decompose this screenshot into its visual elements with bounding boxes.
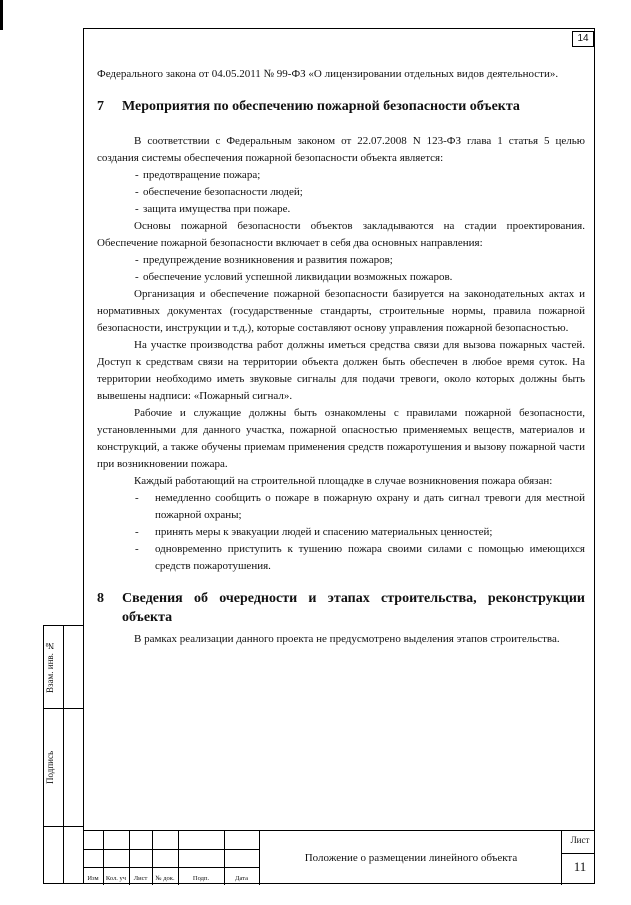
paragraph: На участке производства работ должны иметься средства связи для вызова пожарных частей. Доступ к средствам связи на территории объекта должен быть обеспечен в любое время суток. На территории необходимо иметь звуковые сигналы для подачи тревоги, около которых должны быть вывешены надписи: «Пожарный сигнал».	[97, 339, 585, 402]
stamp-col-sheet: Лист	[133, 875, 148, 882]
stamp-col-date: Дата	[235, 875, 248, 882]
title-block	[83, 830, 595, 884]
document-body	[97, 66, 585, 648]
binding-margin-table	[43, 625, 83, 884]
stamp-col-count: Кол. уч	[105, 875, 127, 882]
duties-list	[97, 490, 585, 575]
signature-label: Подпись	[45, 750, 55, 784]
list-item: - обеспечение условий успешной ликвидации возможных пожаров.	[97, 269, 585, 286]
scan-edge-mark	[0, 0, 3, 30]
goals-list	[97, 167, 585, 218]
list-item: - одновременно приступить к тушению пожара своими силами с помощью имеющихся средств пожаротушения.	[97, 541, 585, 575]
page-number: 14	[572, 31, 594, 47]
inv-number-label: Взам. инв. №	[45, 640, 55, 694]
intro-paragraph: Федерального закона от 04.05.2011 № 99-ФЗ «О лицензировании отдельных видов деятельности».	[97, 68, 559, 80]
section-7-title: Мероприятия по обеспечению пожарной безопасности объекта	[122, 99, 520, 114]
list-item: - предупреждение возникновения и развития пожаров;	[97, 252, 585, 269]
sheet-label: Лист	[570, 835, 590, 845]
sheet-number: 11	[573, 859, 587, 874]
section-8-number: 8	[97, 591, 104, 606]
list-item: - обеспечение безопасности людей;	[97, 184, 585, 201]
section-8-heading	[97, 589, 585, 627]
list-item: - немедленно сообщить о пожаре в пожарную охрану и дать сигнал тревоги для местной пожарной охраны;	[97, 490, 585, 524]
document-title: Положение о размещении линейного объекта	[304, 852, 518, 864]
section-8-title: Сведения об очередности и этапах строительства, реконструкции объекта	[122, 591, 585, 625]
stamp-col-change: Изм	[87, 875, 99, 882]
paragraph: Основы пожарной безопасности объектов закладываются на стадии проектирования. Обеспечение пожарной безопасности включает в себя два основных направления:	[97, 220, 585, 249]
stamp-col-signature: Подп.	[192, 875, 210, 882]
paragraph: В соответствии с Федеральным законом от 22.07.2008 N 123-ФЗ глава 1 статья 5 целью создания системы обеспечения пожарной безопасности объекта является:	[97, 135, 585, 164]
paragraph: Каждый работающий на строительной площадке в случае возникновения пожара обязан:	[134, 475, 553, 487]
paragraph: В рамках реализации данного проекта не предусмотрено выделения этапов строительства.	[134, 633, 560, 645]
paragraph: Организация и обеспечение пожарной безопасности базируется на законодательных актах и нормативных документах (государственные стандарты, строительные нормы, правила пожарной безопасности, инструкции и т.д.), которые составляют основу управления пожарной безопасностью.	[97, 288, 585, 334]
list-item: - принять меры к эвакуации людей и спасению материальных ценностей;	[97, 524, 585, 541]
directions-list	[97, 252, 585, 286]
list-item: - предотвращение пожара;	[97, 167, 585, 184]
section-7-number: 7	[97, 99, 104, 114]
paragraph: Рабочие и служащие должны быть ознакомлены с правилами пожарной безопасности, установленными для данного участка, пожарной опасностью применяемых веществ, материалов и конструкций, а также обучены приемам применения средств пожаротушения и вызову пожарной части при возникновении пожара.	[97, 407, 585, 470]
list-item: - защита имущества при пожаре.	[97, 201, 585, 218]
section-7-heading	[97, 97, 585, 116]
stamp-col-doc: № док.	[155, 875, 175, 882]
